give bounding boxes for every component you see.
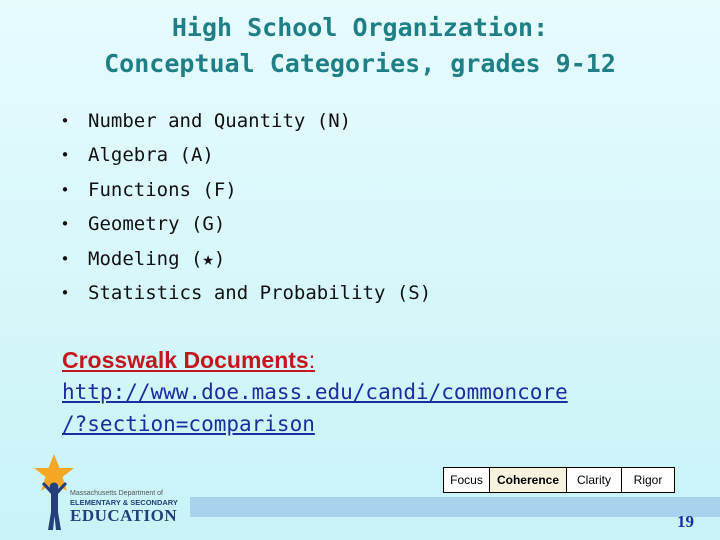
figure-icon bbox=[42, 482, 67, 530]
crosswalk-link-line-2[interactable]: /?section=comparison bbox=[62, 412, 315, 436]
list-item bbox=[58, 242, 431, 276]
logo-line-1: Massachusetts Department of bbox=[70, 490, 163, 497]
instructional-shifts-box bbox=[443, 467, 675, 493]
crosswalk-link[interactable] bbox=[62, 376, 568, 440]
crosswalk-heading: Crosswalk Documents bbox=[62, 347, 309, 373]
shift-clarity: Clarity bbox=[567, 468, 622, 492]
bullet-icon: • bbox=[60, 112, 70, 130]
page-number: 19 bbox=[677, 512, 694, 531]
logo-line-2: ELEMENTARY & SECONDARY bbox=[70, 498, 178, 507]
list-item-text: Modeling (★) bbox=[88, 247, 226, 270]
footer-bar bbox=[190, 497, 720, 517]
list-item bbox=[58, 173, 431, 207]
list-item-text: Statistics and Probability (S) bbox=[88, 281, 432, 304]
crosswalk-heading-line bbox=[62, 344, 568, 376]
slide-title bbox=[0, 10, 720, 82]
list-item-text: Algebra (A) bbox=[88, 144, 214, 167]
list-item bbox=[58, 138, 431, 172]
list-item bbox=[58, 207, 431, 241]
bullet-icon: • bbox=[60, 249, 70, 268]
bullet-icon: • bbox=[60, 146, 70, 165]
bullet-icon: • bbox=[60, 283, 70, 302]
logo-line-3: EDUCATION bbox=[70, 506, 178, 525]
list-item-text: Functions (F) bbox=[88, 178, 237, 201]
shift-coherence: Coherence bbox=[490, 468, 567, 492]
bullet-icon: • bbox=[60, 215, 70, 234]
shift-rigor: Rigor bbox=[633, 473, 663, 487]
ese-logo-text bbox=[70, 490, 190, 525]
slide-title-line-1: High School Organization: bbox=[171, 13, 549, 42]
list-item bbox=[58, 276, 431, 310]
crosswalk-heading-colon: : bbox=[308, 347, 316, 373]
conceptual-categories-list bbox=[58, 104, 431, 310]
list-item bbox=[58, 104, 431, 138]
list-item-text: Geometry (G) bbox=[88, 213, 226, 236]
crosswalk-link-line-1[interactable]: http://www.doe.mass.edu/candi/commoncore bbox=[62, 380, 568, 404]
list-item-text: Number and Quantity (N) bbox=[88, 110, 352, 132]
shift-focus: Focus bbox=[444, 468, 490, 492]
bullet-icon: • bbox=[60, 180, 70, 199]
crosswalk-section bbox=[62, 344, 568, 440]
slide-title-line-2: Conceptual Categories, grades 9-12 bbox=[104, 49, 616, 78]
